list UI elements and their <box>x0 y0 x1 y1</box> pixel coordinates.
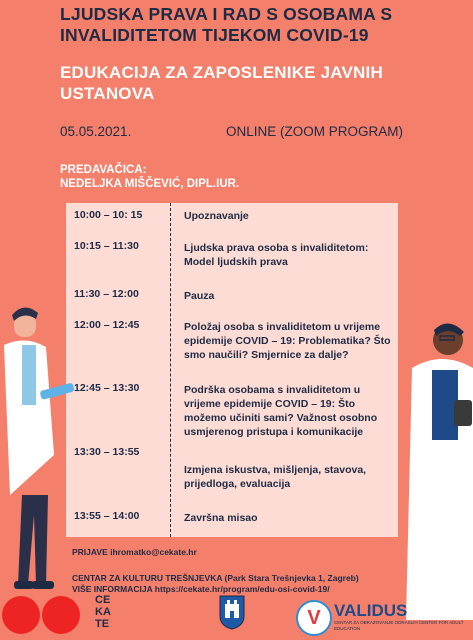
doctor-illustration-right <box>402 320 473 620</box>
schedule-divider <box>170 203 172 537</box>
validus-subtitle: CENTAR ZA OBRAZOVANJE ODRASLIH CENTER FOR ADULT EDUCATION <box>334 620 464 631</box>
schedule-activity: Ljudska prava osoba s invaliditetom: Model ljudskih prava <box>184 242 369 268</box>
schedule-activity: Položaj osoba s invaliditetom u vrijeme epidemije COVID – 19: Problematika? Što smo naučili? Smjernice za dalje? <box>184 321 391 361</box>
event-format: ONLINE (ZOOM PROGRAM) <box>226 124 404 139</box>
zagreb-crest-icon <box>218 592 246 630</box>
schedule-activity: Podrška osobama s invaliditetom u vrijeme epidemije COVID – 19: Što možemo učiniti sami? Važnost osobno usmjerenog pristupa i komunikacije <box>184 384 378 438</box>
schedule-activity: Izmjena iskustva, mišljenja, stavova, prijedloga, evaluacija <box>184 464 367 490</box>
venue-info: CENTAR ZA KULTURU TREŠNJEVKA (Park Stara Trešnjevka 1, Zagreb) <box>72 573 359 583</box>
schedule-time: 13:30 – 13:55 <box>74 446 140 458</box>
red-dot-icon <box>42 596 80 634</box>
schedule-activity: Pauza <box>184 290 215 302</box>
doctor-illustration-left <box>0 295 80 595</box>
schedule-time: 11:30 – 12:00 <box>74 288 139 300</box>
lecturer-block <box>60 163 239 191</box>
red-dot-icon <box>2 596 40 634</box>
schedule-time: 12:00 – 12:45 <box>74 319 140 331</box>
lecturer-label: PREDAVAČICA: <box>60 164 147 176</box>
schedule-time: 12:45 – 13:30 <box>74 382 140 394</box>
lecturer-name: NEDELJKA MIŠČEVIĆ, DIPL.IUR. <box>60 178 240 190</box>
registration-info: PRIJAVE ihromatko@cekate.hr <box>72 547 197 557</box>
schedule-time: 13:55 – 14:00 <box>74 510 140 522</box>
more-info-link[interactable]: VIŠE INFORMACIJA https://cekate.hr/program/edu-osi-covid-19/ <box>72 584 330 594</box>
event-title: LJUDSKA PRAVA I RAD S OSOBAMA S INVALIDITETOM TIJEKOM COVID-19 <box>60 4 393 45</box>
schedule-time: 10:00 – 10: 15 <box>74 209 143 221</box>
event-date: 05.05.2021. <box>60 124 132 139</box>
schedule-activity: Završna misao <box>184 512 258 524</box>
event-subtitle: EDUKACIJA ZA ZAPOSLENIKE JAVNIH USTANOVA <box>60 63 383 103</box>
validus-v-icon: V <box>307 607 321 629</box>
cekate-logo: CE KA TE <box>95 594 111 630</box>
schedule-time: 10:15 – 11:30 <box>74 240 139 252</box>
schedule-activity: Upoznavanje <box>184 210 249 222</box>
validus-logo-mark <box>296 600 332 636</box>
validus-logo-text: VALIDUS <box>334 601 408 620</box>
